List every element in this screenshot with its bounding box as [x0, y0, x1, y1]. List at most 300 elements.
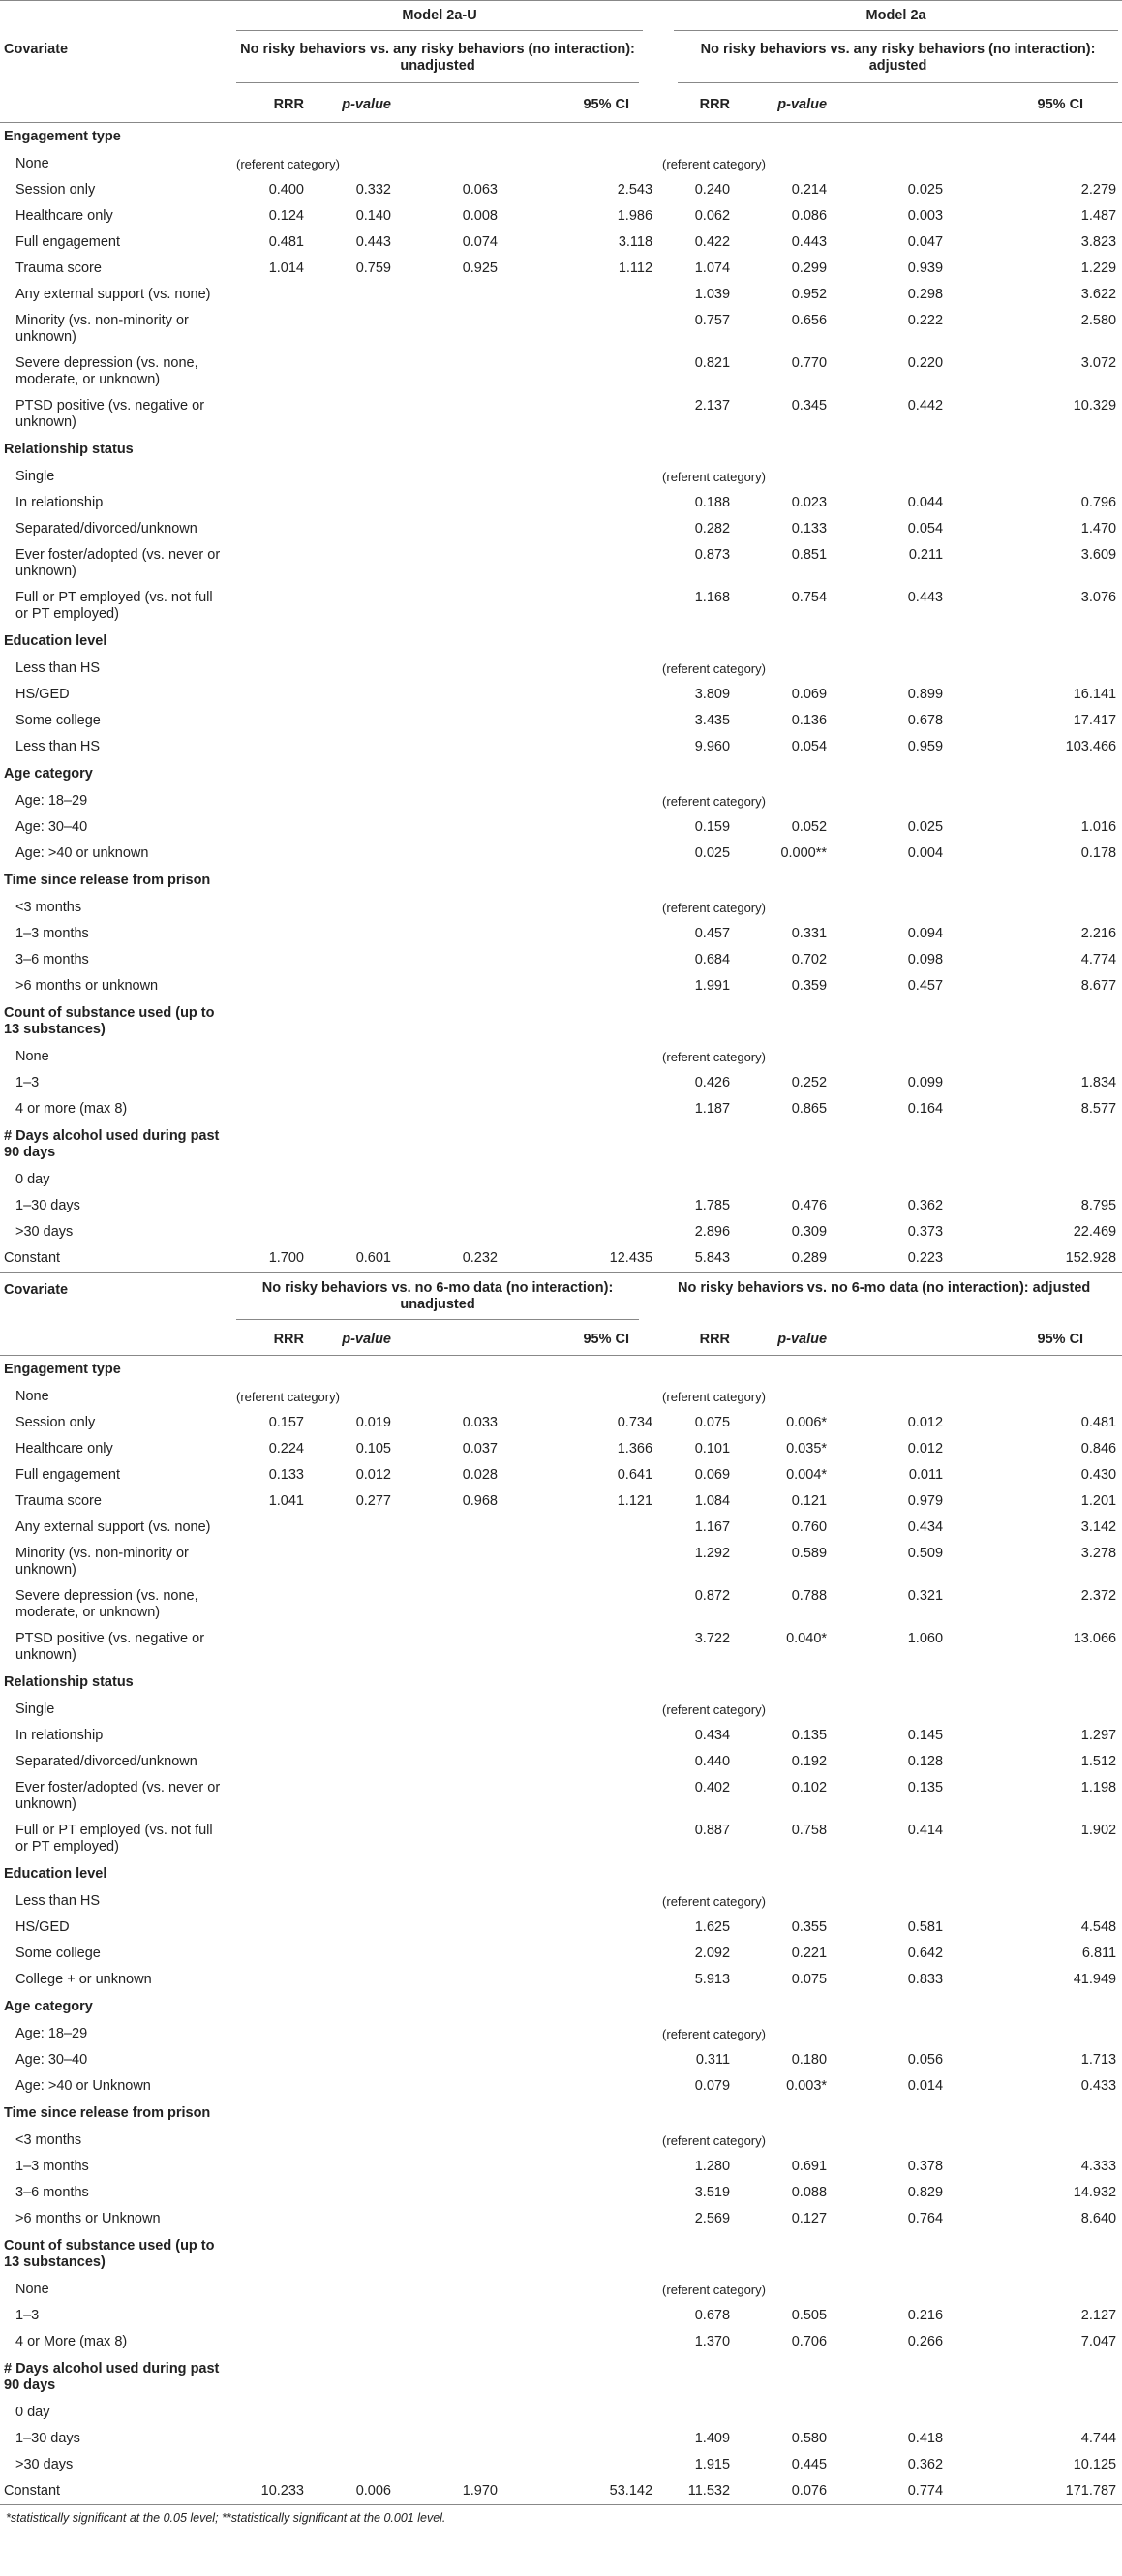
cell-ci-upper: 1.470: [1080, 521, 1117, 537]
cell-rrr: 10.233: [232, 2478, 310, 2505]
cell-ci-lower: 0.362: [907, 2457, 944, 2472]
empty-cell: [232, 1941, 658, 1967]
covariate-label: Any external support (vs. none): [15, 1519, 211, 1535]
cell-ci-upper: 3.609: [1080, 547, 1117, 563]
cell-ci-lower: 0.678: [907, 713, 944, 728]
covariate-label: >30 days: [15, 2457, 74, 2472]
table-row: [0, 1436, 1122, 1462]
section-header-row: [0, 1860, 1122, 1888]
cell-ci-lower: 0.232: [397, 1245, 503, 1273]
section-header-row: [0, 2100, 1122, 2128]
covariate-label: Ever foster/adopted (vs. never or unknown): [15, 547, 221, 579]
covariate-label: 1–3 months: [15, 2159, 89, 2174]
cell-ci-lower: 0.003: [907, 208, 944, 224]
covariate-label: Less than HS: [15, 1893, 101, 1909]
covariate-label: Some college: [15, 1946, 101, 1961]
cell-rrr: 0.224: [268, 1441, 304, 1457]
cell-rrr: 0.079: [694, 2078, 731, 2094]
empty-cell: [232, 1967, 658, 1993]
cell-rrr: 3.519: [694, 2185, 731, 2200]
cell-rrr: 0.240: [694, 182, 731, 198]
table-row: [0, 1193, 1122, 1219]
cell-ci-upper: 2.216: [1080, 926, 1117, 941]
section-header-row: [0, 2355, 1122, 2400]
referent-label: (referent category): [662, 157, 766, 171]
section-label: Age category: [4, 1999, 93, 2014]
cell-p-value: 0.580: [791, 2431, 828, 2446]
table-row: [0, 2206, 1122, 2232]
cell-rrr: 1.084: [694, 1493, 731, 1509]
cell-rrr: 0.457: [694, 926, 731, 941]
cell-ci-upper: 4.774: [1080, 952, 1117, 967]
covariate-label: Some college: [15, 713, 101, 728]
empty-cell: [232, 2303, 658, 2329]
covariate-label: Less than HS: [15, 660, 101, 676]
section-header-row: [0, 1669, 1122, 1697]
table-row: [0, 393, 1122, 436]
section-label: Engagement type: [4, 1362, 121, 1377]
col-rrr: RRR: [658, 1325, 736, 1356]
table-row: [0, 1723, 1122, 1749]
cell-rrr: 9.960: [694, 739, 731, 754]
empty-cell: [232, 1167, 658, 1193]
cell-p-value: 0.052: [791, 819, 828, 835]
col-rrr: RRR: [232, 1325, 310, 1356]
cell-p-value: 0.075: [791, 1972, 828, 1987]
cell-rrr: 11.532: [658, 2478, 736, 2505]
cell-rrr: 0.873: [694, 547, 731, 563]
table-row: [0, 177, 1122, 203]
cell-rrr: 1.041: [268, 1493, 304, 1509]
desc-right: No risky behaviors vs. any risky behaviors (no interaction): adjusted: [678, 42, 1118, 83]
cell-rrr: 0.402: [694, 1780, 731, 1795]
empty-cell: [232, 1697, 658, 1723]
empty-cell: [232, 921, 658, 947]
section-label: Age category: [4, 766, 93, 782]
cell-rrr: 5.843: [658, 1245, 736, 1273]
covariate-label: Full or PT employed (vs. not full or PT employed): [15, 1823, 213, 1855]
cell-rrr: 1.785: [694, 1198, 731, 1213]
table-row: [0, 1488, 1122, 1515]
cell-ci-upper: 2.372: [1080, 1588, 1117, 1604]
cell-p-value: 0.445: [791, 2457, 828, 2472]
covariate-label: Separated/divorced/unknown: [15, 521, 197, 537]
cell-ci-lower: 0.216: [907, 2308, 944, 2323]
cell-p-value: 0.252: [791, 1075, 828, 1090]
cell-p-value: 0.023: [791, 495, 828, 510]
section-label: Engagement type: [4, 129, 121, 144]
cell-ci-lower: 0.362: [907, 1198, 944, 1213]
section-filler: [232, 999, 1122, 1044]
cell-rrr: 0.440: [694, 1754, 731, 1769]
cell-rrr: 0.678: [694, 2308, 731, 2323]
cell-ci-lower: 0.004: [907, 845, 944, 861]
cell-rrr: 1.014: [268, 261, 304, 276]
column-header-row: [0, 1325, 1122, 1356]
section-filler: [232, 1669, 1122, 1697]
empty-cell: [232, 2206, 658, 2232]
table-row: [0, 921, 1122, 947]
covariate-label: Minority (vs. non-minority or unknown): [15, 1546, 189, 1578]
table-row: [0, 1749, 1122, 1775]
cell-ci-lower: 0.443: [907, 590, 944, 605]
empty-cell: [232, 351, 658, 393]
cell-p-value: 0.702: [791, 952, 828, 967]
covariate-label: Single: [15, 1702, 55, 1717]
cell-ci-upper: 10.125: [1073, 2457, 1117, 2472]
cell-rrr: 3.435: [694, 713, 731, 728]
empty-cell: [232, 895, 658, 921]
cell-ci-upper: 14.932: [1073, 2185, 1117, 2200]
section-label: # Days alcohol used during past 90 days: [4, 1128, 220, 1160]
section-header-row: [0, 867, 1122, 895]
cell-ci-upper: 1.201: [1080, 1493, 1117, 1509]
covariate-label: Single: [15, 469, 55, 484]
covariate-label: Session only: [15, 1415, 96, 1430]
section-header-row: [0, 1122, 1122, 1167]
empty-cell: [232, 734, 658, 760]
table-row: [0, 973, 1122, 999]
cell-rrr: 0.311: [695, 2052, 731, 2068]
cell-ci-upper: 3.118: [618, 234, 653, 250]
cell-ci-upper: 8.640: [1080, 2211, 1117, 2226]
col-rrr: RRR: [658, 88, 736, 123]
covariate-label: None: [15, 1049, 49, 1064]
empty-cell: [232, 1818, 658, 1860]
cell-rrr: 0.069: [694, 1467, 731, 1483]
empty-cell: [232, 1044, 658, 1070]
table-row: [0, 2329, 1122, 2355]
cell-ci-upper: 8.577: [1080, 1101, 1117, 1117]
cell-ci-lower: 0.220: [907, 355, 944, 371]
covariate-label: Full engagement: [15, 1467, 121, 1483]
empty-cell: [232, 1583, 658, 1626]
cell-ci-upper: 1.297: [1080, 1728, 1117, 1743]
section-label: Education level: [4, 1866, 107, 1882]
col-rrr: RRR: [232, 88, 310, 123]
column-header-row: [0, 88, 1122, 123]
referent-label: (referent category): [662, 1702, 766, 1717]
cell-rrr: 0.887: [694, 1823, 731, 1838]
cell-ci-upper: 3.622: [1080, 287, 1117, 302]
table-row: [0, 1775, 1122, 1818]
empty-cell: [232, 1749, 658, 1775]
cell-ci-lower: 0.098: [907, 952, 944, 967]
cell-p-value: 0.076: [736, 2478, 833, 2505]
covariate-header: Covariate: [4, 1282, 69, 1298]
cell-ci-lower: 0.939: [907, 261, 944, 276]
table-row: [0, 1070, 1122, 1096]
cell-p-value: 0.289: [736, 1245, 833, 1273]
empty-cell: [232, 490, 658, 516]
section-filler: [232, 2100, 1122, 2128]
table-row: [0, 464, 1122, 490]
covariate-label: Constant: [0, 2478, 232, 2505]
referent-label: (referent category): [662, 661, 766, 676]
empty-cell: [232, 393, 658, 436]
cell-p-value: 0.706: [791, 2334, 828, 2349]
cell-ci-upper: 17.417: [1073, 713, 1117, 728]
table-row: [0, 230, 1122, 256]
cell-rrr: 2.896: [694, 1224, 731, 1240]
cell-p-value: 0.040*: [786, 1631, 828, 1646]
cell-rrr: 0.157: [268, 1415, 304, 1430]
section-label: Time since release from prison: [4, 873, 211, 888]
covariate-label: 3–6 months: [15, 2185, 89, 2200]
empty-cell: [232, 1096, 658, 1122]
table-row: [0, 708, 1122, 734]
cell-rrr: 2.092: [694, 1946, 731, 1961]
cell-ci-lower: 0.959: [907, 739, 944, 754]
cell-ci-lower: 0.764: [907, 2211, 944, 2226]
covariate-label: Age: 18–29: [15, 793, 88, 809]
cell-ci-upper: 0.433: [1080, 2078, 1117, 2094]
table-row: [0, 2478, 1122, 2505]
cell-ci-upper: 6.811: [1081, 1946, 1117, 1961]
cell-rrr: 1.039: [694, 287, 731, 302]
covariate-label: Constant: [0, 1245, 232, 1273]
cell-ci-upper: 53.142: [503, 2478, 658, 2505]
cell-ci-lower: 0.968: [462, 1493, 498, 1509]
referent-label: (referent category): [662, 2133, 766, 2148]
empty-cell: [232, 1193, 658, 1219]
cell-p-value: 0.121: [791, 1493, 828, 1509]
cell-ci-upper: 3.823: [1080, 234, 1117, 250]
cell-ci-lower: 0.925: [462, 261, 498, 276]
cell-p-value: 0.332: [355, 182, 391, 198]
covariate-label: Age: 30–40: [15, 819, 88, 835]
table-row: [0, 1967, 1122, 1993]
cell-ci-lower: 0.008: [462, 208, 498, 224]
cell-ci-lower: 0.094: [907, 926, 944, 941]
section-filler: [232, 760, 1122, 788]
section-filler: [232, 1122, 1122, 1167]
cell-ci-upper: 171.787: [949, 2478, 1122, 2505]
cell-ci-lower: 0.581: [907, 1919, 944, 1935]
cell-rrr: 1.280: [694, 2159, 731, 2174]
covariate-label: 4 or More (max 8): [15, 2334, 128, 2349]
section-label: Relationship status: [4, 442, 134, 457]
model-left-label: Model 2a-U: [236, 2, 643, 31]
cell-ci-upper: 8.677: [1080, 978, 1117, 994]
cell-ci-upper: 1.512: [1080, 1754, 1117, 1769]
cell-p-value: 0.865: [791, 1101, 828, 1117]
cell-ci-lower: 0.012: [907, 1441, 944, 1457]
empty-cell: [232, 1219, 658, 1245]
cell-p-value: 0.331: [791, 926, 828, 941]
empty-cell: [232, 1723, 658, 1749]
covariate-label: PTSD positive (vs. negative or unknown): [15, 398, 205, 430]
empty-cell: [232, 2154, 658, 2180]
table-row: [0, 814, 1122, 841]
covariate-label: None: [15, 1389, 49, 1404]
cell-ci-lower: 0.642: [907, 1946, 944, 1961]
table-row: [0, 2277, 1122, 2303]
covariate-label: Trauma score: [15, 261, 102, 276]
cell-p-value: 0.136: [791, 713, 828, 728]
cell-p-value: 0.214: [791, 182, 828, 198]
cell-p-value: 0.299: [791, 261, 828, 276]
table-row: [0, 2400, 1122, 2426]
cell-ci-lower: 0.373: [907, 1224, 944, 1240]
cell-p-value: 0.656: [791, 313, 828, 328]
table-row: [0, 1541, 1122, 1583]
cell-ci-upper: 2.127: [1080, 2308, 1117, 2323]
cell-rrr: 1.370: [694, 2334, 731, 2349]
empty-cell: [658, 1167, 1122, 1193]
cell-ci-upper: 13.066: [1073, 1631, 1117, 1646]
table-row: [0, 1915, 1122, 1941]
cell-ci-lower: 0.014: [907, 2078, 944, 2094]
cell-rrr: 1.625: [694, 1919, 731, 1935]
col-ci: 95% CI: [397, 1325, 658, 1356]
covariate-label: Severe depression (vs. none, moderate, or unknown): [15, 1588, 198, 1620]
covariate-label: Separated/divorced/unknown: [15, 1754, 197, 1769]
table-row: [0, 2154, 1122, 2180]
empty-cell: [232, 2047, 658, 2073]
covariate-label: 1–3: [15, 2308, 40, 2323]
cell-p-value: 0.140: [355, 208, 391, 224]
cell-ci-upper: 0.846: [1080, 1441, 1117, 1457]
cell-ci-lower: 0.211: [908, 547, 944, 563]
covariate-label: HS/GED: [15, 687, 70, 702]
section-label: # Days alcohol used during past 90 days: [4, 2361, 220, 2393]
cell-rrr: 2.569: [694, 2211, 731, 2226]
cell-p-value: 0.180: [791, 2052, 828, 2068]
covariate-label: Full engagement: [15, 234, 121, 250]
cell-p-value: 0.359: [791, 978, 828, 994]
cell-p-value: 0.355: [791, 1919, 828, 1935]
cell-rrr: 0.133: [268, 1467, 304, 1483]
cell-ci-upper: 7.047: [1080, 2334, 1117, 2349]
referent-label: (referent category): [662, 2027, 766, 2041]
cell-p-value: 0.102: [791, 1780, 828, 1795]
cell-ci-lower: 0.074: [462, 234, 498, 250]
cell-p-value: 0.003*: [786, 2078, 828, 2094]
covariate-label: >6 months or Unknown: [15, 2211, 161, 2226]
cell-ci-upper: 1.112: [618, 261, 653, 276]
cell-rrr: 0.426: [694, 1075, 731, 1090]
covariate-label: Full or PT employed (vs. not full or PT employed): [15, 590, 213, 622]
cell-ci-upper: 3.076: [1080, 590, 1117, 605]
cell-ci-lower: 0.063: [462, 182, 498, 198]
cell-ci-lower: 0.054: [907, 521, 944, 537]
covariate-label: >6 months or unknown: [15, 978, 159, 994]
cell-ci-upper: 1.487: [1080, 208, 1117, 224]
cell-p-value: 0.601: [310, 1245, 397, 1273]
table-row: [0, 542, 1122, 585]
cell-ci-lower: 0.164: [907, 1101, 944, 1117]
covariate-label: Trauma score: [15, 1493, 102, 1509]
table-row: [0, 947, 1122, 973]
cell-ci-upper: 8.795: [1080, 1198, 1117, 1213]
cell-ci-lower: 0.223: [833, 1245, 949, 1273]
referent-label: (referent category): [236, 157, 340, 171]
table-row: [0, 282, 1122, 308]
cell-ci-upper: 0.178: [1080, 845, 1117, 861]
cell-rrr: 0.075: [694, 1415, 731, 1430]
cell-p-value: 0.004*: [786, 1467, 828, 1483]
cell-p-value: 0.019: [355, 1415, 391, 1430]
cell-rrr: 1.915: [694, 2457, 731, 2472]
table-row: [0, 2303, 1122, 2329]
cell-rrr: 1.409: [694, 2431, 731, 2446]
cell-ci-upper: 103.466: [1065, 739, 1117, 754]
footnote: *statistically significant at the 0.05 level; **statistically significant at the 0.001 level.: [6, 2511, 446, 2525]
empty-cell: [232, 464, 658, 490]
empty-cell: [232, 1775, 658, 1818]
covariate-label: 3–6 months: [15, 952, 89, 967]
empty-cell: [232, 1070, 658, 1096]
covariate-label: 1–30 days: [15, 1198, 80, 1213]
table-row: [0, 2128, 1122, 2154]
cell-ci-upper: 1.229: [1080, 261, 1117, 276]
section-header-row: [0, 436, 1122, 464]
referent-label: (referent category): [662, 1050, 766, 1064]
empty-cell: [232, 1888, 658, 1915]
cell-ci-lower: 0.774: [833, 2478, 949, 2505]
table-row: [0, 1410, 1122, 1436]
empty-cell: [232, 1541, 658, 1583]
cell-ci-upper: 12.435: [503, 1245, 658, 1273]
covariate-label: Age: >40 or unknown: [15, 845, 149, 861]
cell-ci-upper: 0.641: [617, 1467, 653, 1483]
cell-p-value: 0.505: [791, 2308, 828, 2323]
table-row: [0, 1626, 1122, 1669]
cell-ci-upper: 1.902: [1080, 1823, 1117, 1838]
cell-p-value: 0.759: [355, 261, 391, 276]
description-row: [0, 32, 1122, 88]
cell-ci-lower: 1.060: [907, 1631, 944, 1646]
table-row: [0, 2073, 1122, 2100]
cell-ci-upper: 16.141: [1073, 687, 1117, 702]
empty-cell: [232, 2073, 658, 2100]
cell-p-value: 0.012: [355, 1467, 391, 1483]
cell-ci-lower: 0.414: [907, 1823, 944, 1838]
cell-rrr: 0.684: [694, 952, 731, 967]
cell-ci-upper: 3.278: [1080, 1546, 1117, 1561]
referent-label: (referent category): [662, 901, 766, 915]
table-row: [0, 1384, 1122, 1410]
section-header-row: [0, 999, 1122, 1044]
cell-rrr: 0.282: [694, 521, 731, 537]
cell-p-value: 0.127: [791, 2211, 828, 2226]
empty-cell: [232, 2329, 658, 2355]
referent-label: (referent category): [662, 470, 766, 484]
cell-ci-lower: 0.025: [907, 182, 944, 198]
cell-ci-upper: 41.949: [1073, 1972, 1117, 1987]
col-ci: 95% CI: [833, 88, 1122, 123]
covariate-label: <3 months: [15, 900, 82, 915]
section-filler: [232, 1993, 1122, 2021]
cell-ci-lower: 0.321: [907, 1588, 944, 1604]
cell-rrr: 1.167: [694, 1519, 731, 1535]
referent-label: (referent category): [236, 1390, 340, 1404]
table-row: [0, 1697, 1122, 1723]
cell-ci-upper: 4.333: [1080, 2159, 1117, 2174]
cell-p-value: 0.758: [791, 1823, 828, 1838]
empty-cell: [232, 2426, 658, 2452]
model-right-label: Model 2a: [674, 2, 1118, 31]
table-row: [0, 1167, 1122, 1193]
cell-ci-lower: 0.011: [908, 1467, 944, 1483]
cell-p-value: 0.006: [310, 2478, 397, 2505]
table-row: [0, 1245, 1122, 1273]
cell-p-value: 0.000**: [780, 845, 828, 861]
cell-ci-upper: 2.279: [1080, 182, 1117, 198]
table-row: [0, 788, 1122, 814]
cell-p-value: 0.589: [791, 1546, 828, 1561]
